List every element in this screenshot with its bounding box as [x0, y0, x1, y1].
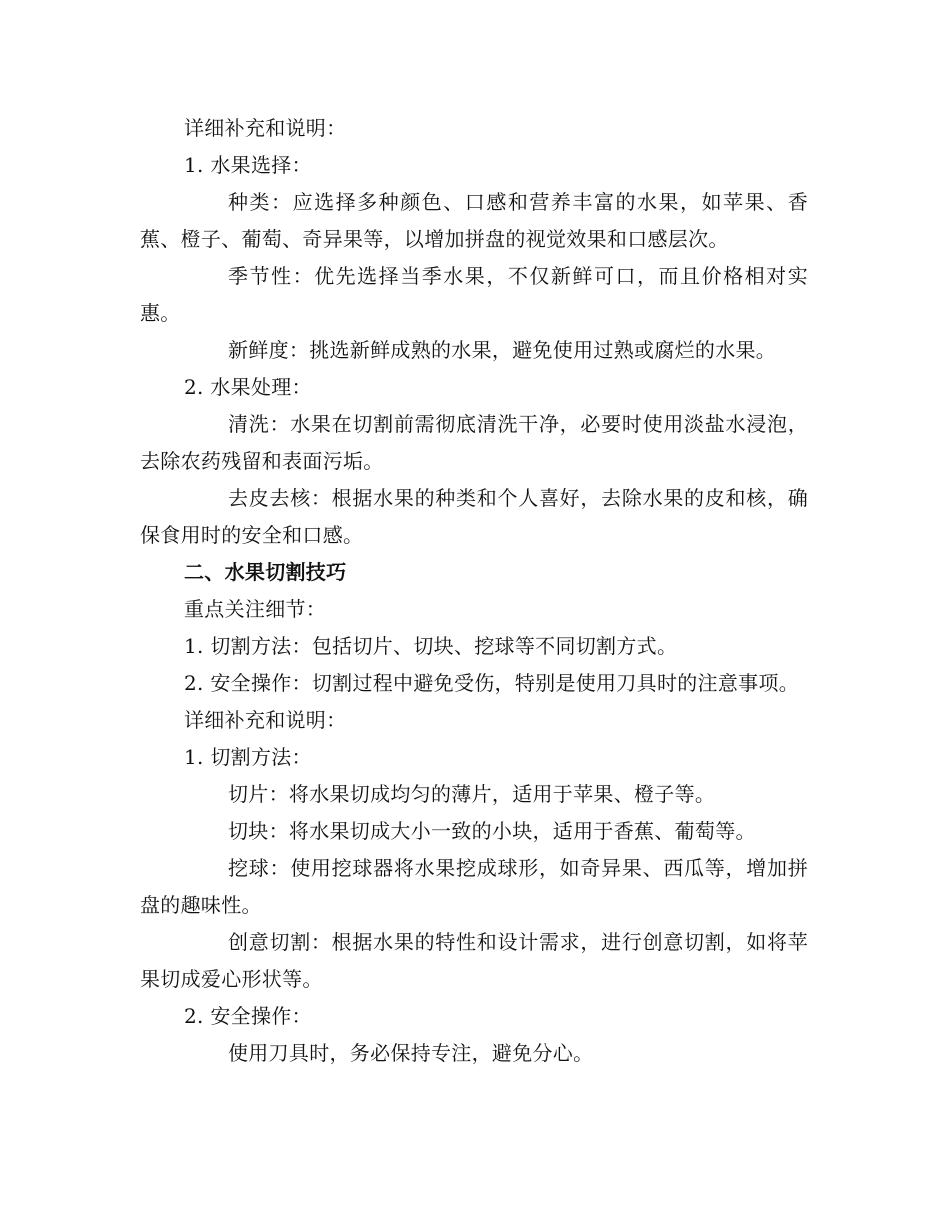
list-item-safety-summary: 2. 安全操作：切割过程中避免受伤，特别是使用刀具时的注意事项。 — [184, 671, 800, 695]
list-item-cutting-methods-summary: 1. 切割方法：包括切片、切块、挖球等不同切割方式。 — [184, 634, 678, 658]
paragraph-washing: 清洗：水果在切割前需彻底清洗干净，必要时使用淡盐水浸泡，去除农药残留和表面污垢。 — [140, 412, 808, 473]
list-item-cutting-methods: 1. 切割方法： — [184, 745, 312, 769]
paragraph-dicing: 切块：将水果切成大小一致的小块，适用于香蕉、葡萄等。 — [228, 819, 756, 843]
paragraph-knife-focus: 使用刀具时，务必保持专注，避免分心。 — [228, 1041, 594, 1065]
document-body — [140, 110, 808, 1072]
paragraph-variety: 种类：应选择多种颜色、口感和营养丰富的水果，如苹果、香蕉、橙子、葡萄、奇异果等，以增加拼盘的视觉效果和口感层次。 — [140, 190, 808, 251]
list-item-fruit-processing: 2. 水果处理： — [184, 375, 312, 399]
section-heading-cutting-skills: 二、水果切割技巧 — [184, 560, 347, 584]
supplement-label: 详细补充和说明： — [184, 116, 347, 140]
supplement-label-2: 详细补充和说明： — [184, 708, 347, 732]
paragraph-freshness: 新鲜度：挑选新鲜成熟的水果，避免使用过熟或腐烂的水果。 — [228, 338, 777, 362]
focus-details-label: 重点关注细节： — [184, 597, 327, 621]
list-item-safety-operation: 2. 安全操作： — [184, 1004, 312, 1028]
paragraph-balling: 挖球：使用挖球器将水果挖成球形，如奇异果、西瓜等，增加拼盘的趣味性。 — [140, 856, 808, 917]
paragraph-seasonality: 季节性：优先选择当季水果，不仅新鲜可口，而且价格相对实惠。 — [140, 264, 808, 325]
list-item-fruit-selection: 1. 水果选择： — [184, 153, 312, 177]
paragraph-creative-cutting: 创意切割：根据水果的特性和设计需求，进行创意切割，如将苹果切成爱心形状等。 — [140, 930, 808, 991]
paragraph-peeling: 去皮去核：根据水果的种类和个人喜好，去除水果的皮和核，确保食用时的安全和口感。 — [140, 486, 808, 547]
paragraph-slicing: 切片：将水果切成均匀的薄片，适用于苹果、橙子等。 — [228, 782, 716, 806]
